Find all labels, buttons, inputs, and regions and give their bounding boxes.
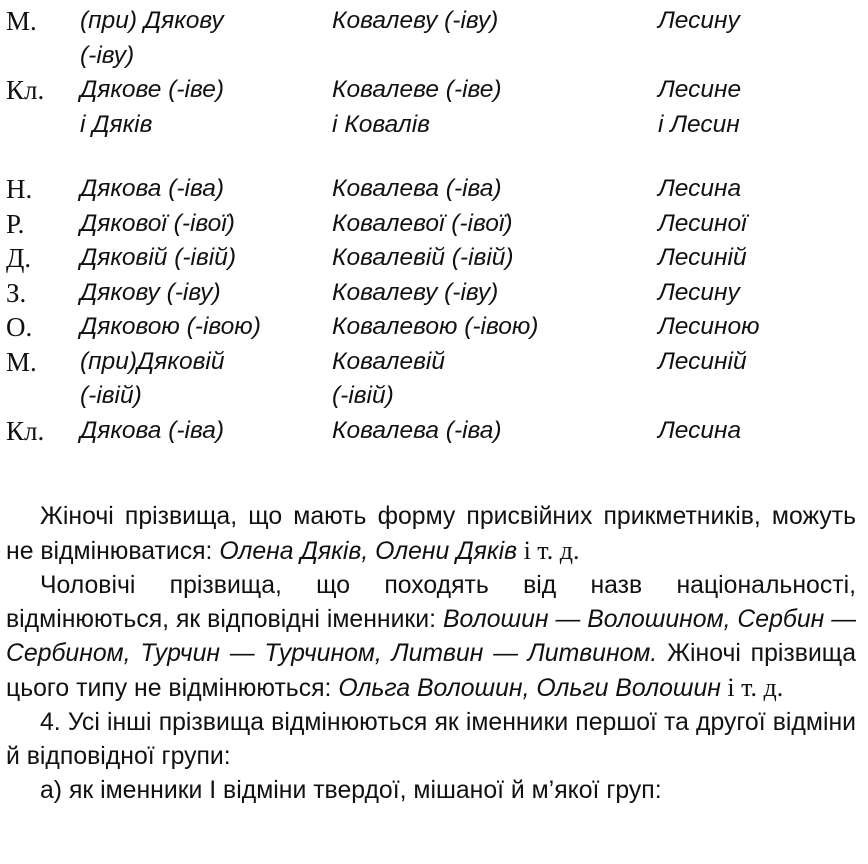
surname-form-koval: Ковалеве (-іве) і Ковалів (332, 76, 502, 138)
table-row (6, 172, 862, 207)
example-text: Олена Дяків, Олени Дяків (219, 538, 518, 565)
table-row (6, 310, 862, 345)
surname-form-lesya: Лесиною (658, 313, 760, 340)
surname-form-dyak: (при) Дякову (-іву) (80, 7, 224, 69)
example-text: Волошин — Волошином, Сербин — Сербином, Турчин — Турчином, Литвин — Литвином. (6, 606, 856, 667)
table-row (6, 414, 862, 449)
surname-form-koval: Ковалева (-іва) (332, 175, 502, 202)
table-row (6, 241, 862, 276)
surname-form-dyak: Дякову (-іву) (80, 278, 221, 306)
case-label: О. (6, 312, 33, 342)
case-label: Р. (6, 208, 25, 239)
surname-form-lesya: Лесиної (658, 209, 747, 237)
declension-table (6, 4, 862, 448)
surname-form-lesya: Лесина (658, 416, 742, 444)
body-text (6, 500, 856, 808)
case-label: Д. (6, 243, 32, 273)
paragraph-rule-4: 4. Усі інші прізвища відмінюються як іменники першої та другої відміни й відповідної групи: (6, 709, 856, 770)
example-text: Ольга Волошин, Ольги Волошин (338, 675, 721, 702)
surname-form-lesya: Лесиній (658, 244, 747, 271)
surname-form-lesya: Лесину (658, 7, 740, 34)
surname-form-dyak: Дяковою (-івою) (80, 313, 261, 340)
table-row (6, 4, 862, 73)
table-row (6, 276, 862, 311)
surname-form-dyak: (при)Дяковій (-івій) (80, 347, 225, 409)
paragraph-rule-4a: а) як іменники І відміни твердої, мішаної й м’якої груп: (40, 777, 662, 804)
surname-form-koval: Ковалева (-іва) (332, 416, 502, 444)
case-label: Кл. (6, 75, 45, 105)
case-label: Н. (6, 174, 33, 204)
table-row (6, 345, 862, 414)
paragraph-feminine-possessive: Жіночі прізвища, що мають форму присвійних прикметників, можуть не відмінюватися: Олена Дяків, Олени Дяків і т. д. (6, 503, 856, 565)
surname-form-koval: Ковалевій (-івій) (332, 244, 514, 271)
case-label: М. (6, 346, 37, 377)
table-row (6, 207, 862, 242)
surname-form-lesya: Лесиній (658, 347, 747, 375)
surname-form-koval: Ковалевій (-івій) (332, 347, 445, 409)
case-label: Кл. (6, 415, 45, 446)
surname-form-dyak: Дякове (-іве) і Дяків (80, 76, 225, 138)
surname-form-koval: Ковалеву (-іву) (332, 7, 499, 34)
surname-form-dyak: Дякова (-іва) (80, 416, 225, 444)
case-label: З. (6, 277, 27, 308)
paragraph-nationality-surnames: Чоловічі прізвища, що походять від назв національності, відмінюються, як відповідні іменники: Волошин — Волошином, Сербин — Сербином, Турчин — Турчином, Литвин — Литвином. Жіночі прізвища цього типу не відмінюються: Ольга Волошин, Ольги Волошин і т. д. (6, 572, 856, 702)
surname-form-dyak: Дяковій (-івій) (80, 244, 236, 271)
surname-form-dyak: Дякової (-івої) (80, 209, 235, 237)
case-label: М. (6, 6, 37, 36)
surname-form-lesya: Лесина (658, 175, 742, 202)
table-row (6, 73, 862, 142)
surname-form-koval: Ковалевої (-івої) (332, 209, 513, 237)
surname-form-lesya: Лесине і Лесин (658, 76, 742, 138)
surname-form-koval: Ковалеву (-іву) (332, 278, 499, 306)
surname-form-koval: Ковалевою (-івою) (332, 313, 539, 340)
table-spacer (6, 142, 862, 172)
surname-form-lesya: Лесину (658, 278, 740, 306)
surname-form-dyak: Дякова (-іва) (80, 175, 225, 202)
